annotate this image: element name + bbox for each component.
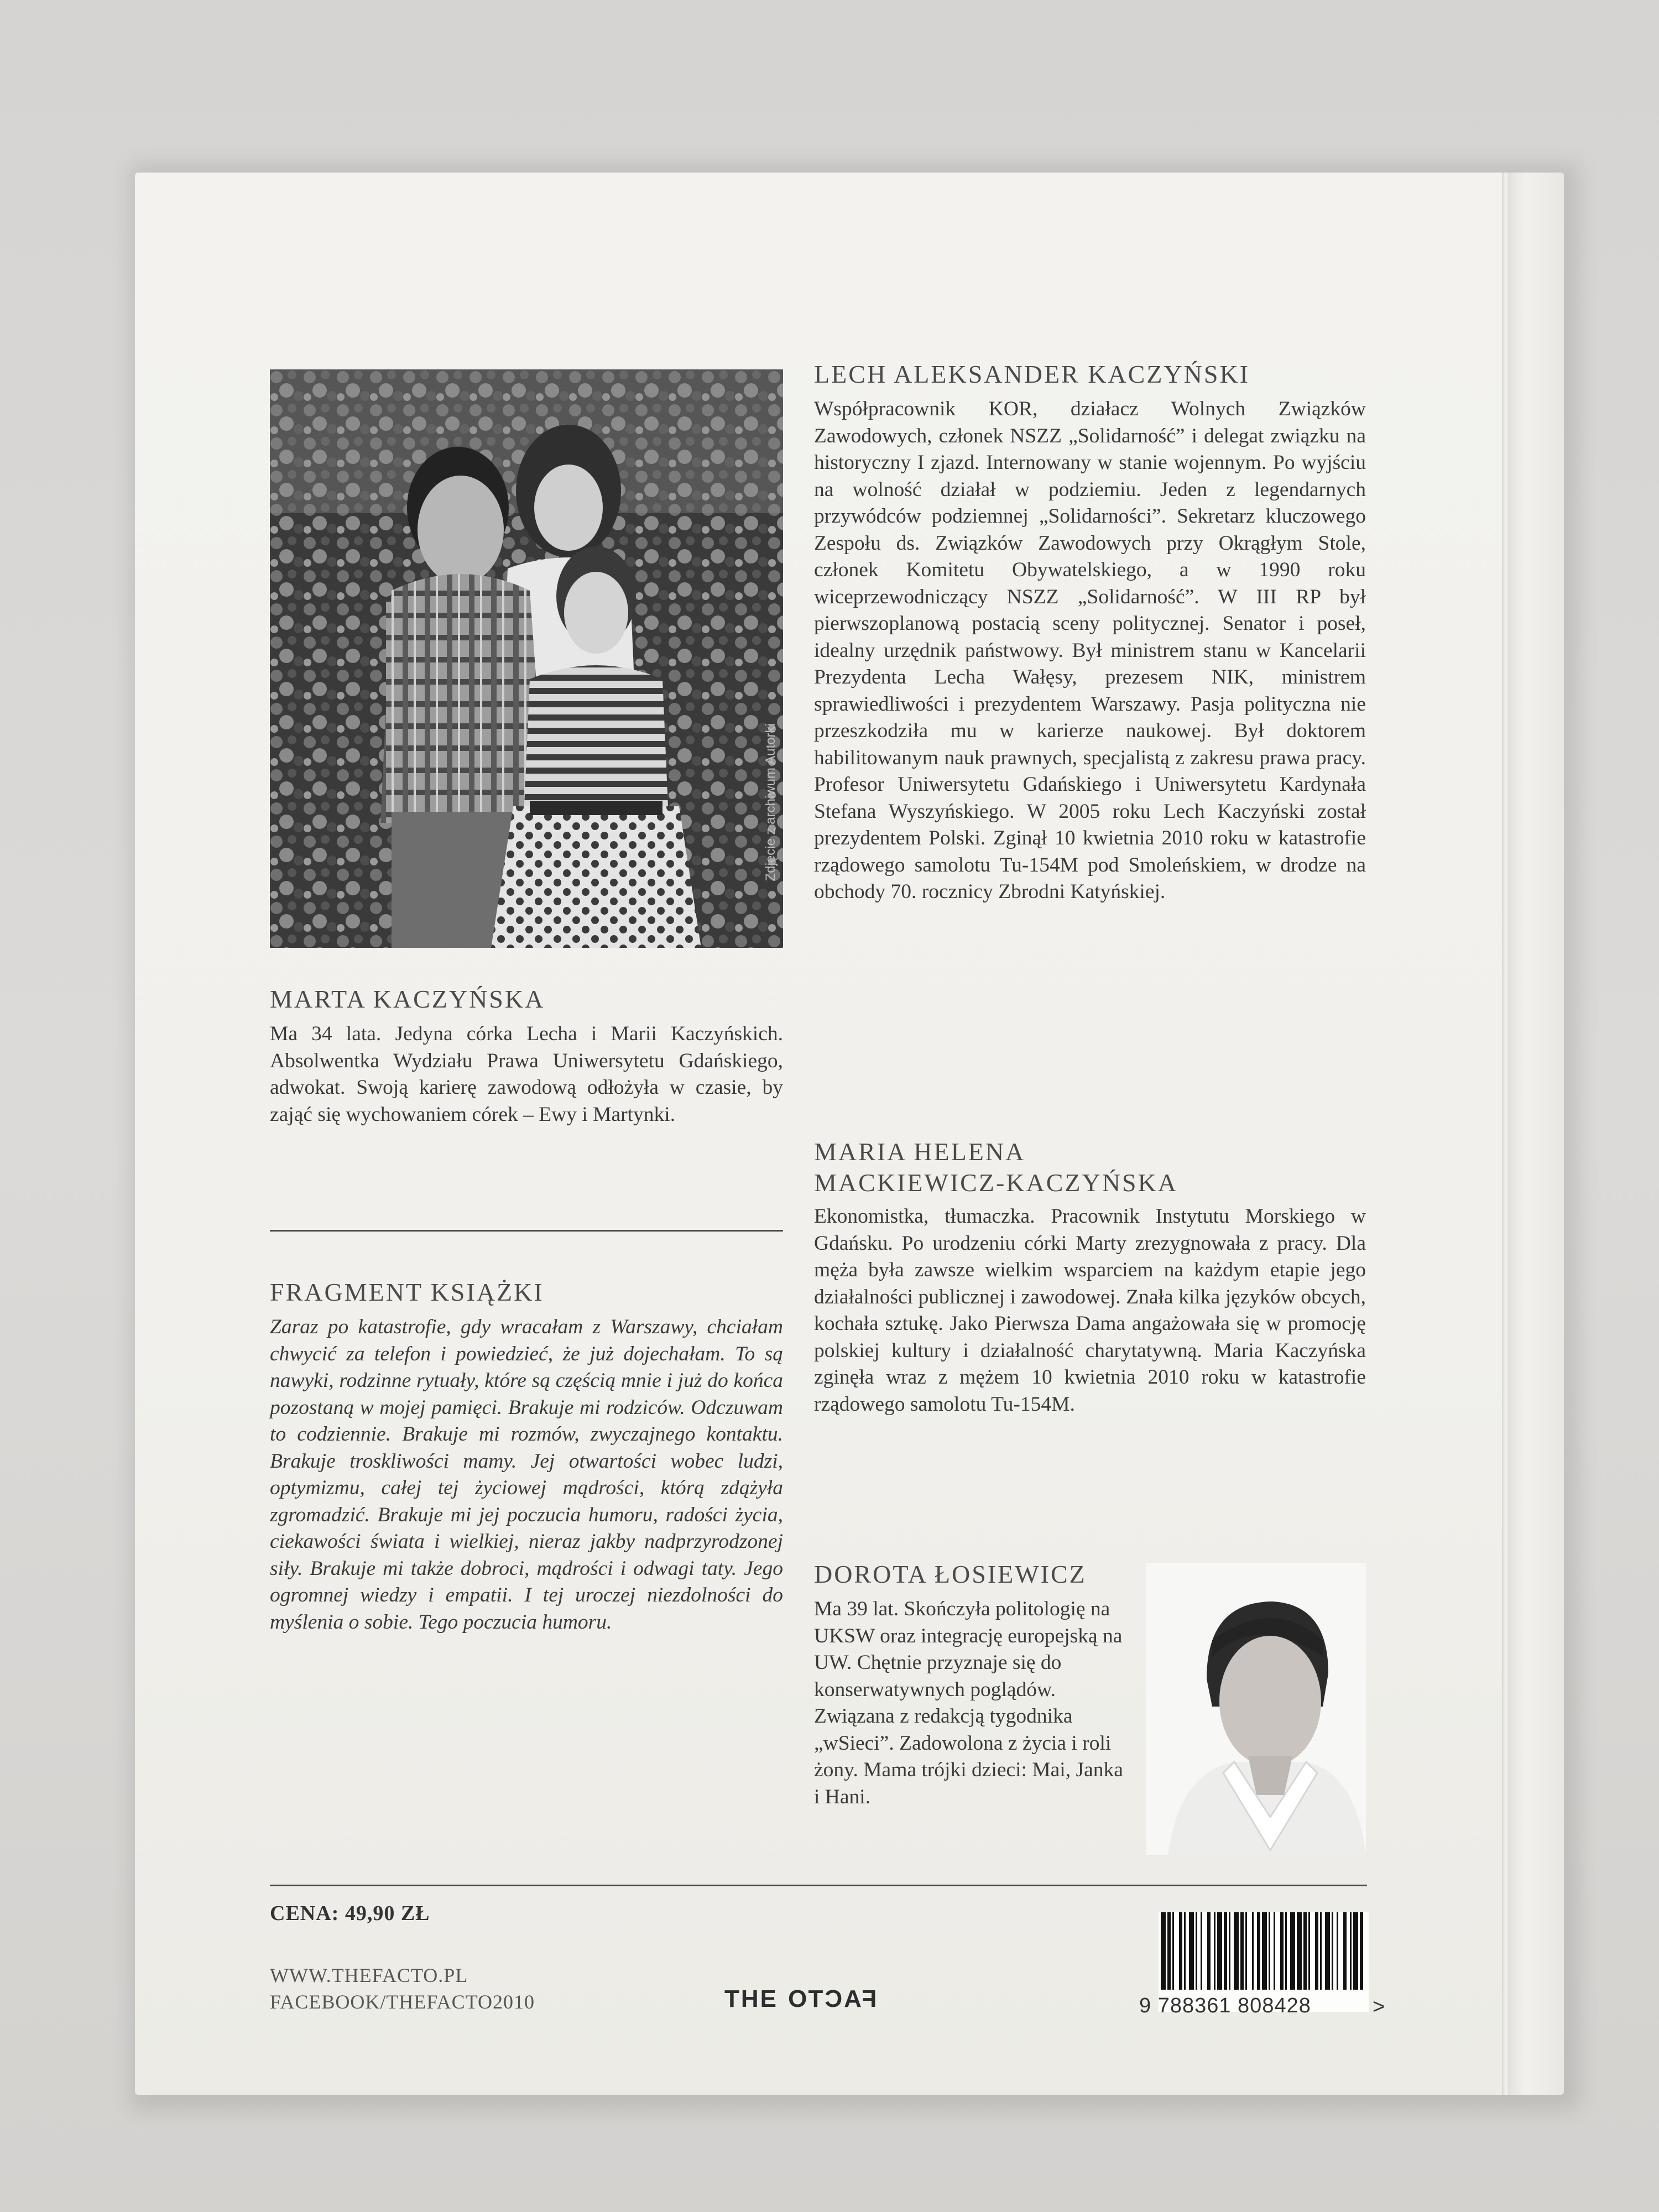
barcode-bar (1297, 1912, 1302, 1990)
isbn-chevron: > (1373, 1995, 1385, 2018)
fragment-text: Zaraz po katastrofie, gdy wracałam z Warszawy, chciałam chwycić za telefon i powiedzieć, że już dojechałam. To są nawyki, rodzinne rytuały, które są częścią mnie i już do końca pozostaną w mojej pamięci. Brakuje mi rodziców. Odczuwam to codziennie. Brakuje mi rozmów, zwyczajnego kontaktu. Brakuje troskliwości mamy. Jej otwartości wobec ludzi, optymizmu, całej tej życiowej mądrości, którą zdążyła zgromadzić. Brakuje mi jej poczucia humoru, radości życia, ciekawości świata i wielkiej, nieraz jakby nadprzyrodzonej siły. Brakuje mi także dobroci, mądrości i odwagi taty. Jego ogromnej wiedzy i empatii. I tej uroczej niezdolności do myślenia o sobie. Tego poczucia humoru. (270, 1316, 783, 1634)
left-divider (270, 1230, 783, 1232)
barcode-bar (1167, 1912, 1171, 1990)
dorota-bio: Ma 39 lat. Skończyła politologię na UKSW oraz integrację europejską na UW. Chętnie przyznaje się do konserwatywnych poglądów. Związana z redakcją tygodnika „wSieci”. Zadowolona z życia i roli żony. Mama trójki dzieci: Mai, Janka i Hani. (814, 1598, 1123, 1808)
barcode-bar (1308, 1912, 1310, 1990)
barcode-bar (1325, 1912, 1330, 1990)
barcode-bar (1252, 1912, 1254, 1990)
marta-heading: MARTA KACZYŃSKA (270, 985, 545, 1013)
barcode-bar (1262, 1912, 1267, 1990)
lech-heading: LECH ALEKSANDER KACZYŃSKI (814, 360, 1250, 388)
barcode-bar (1257, 1912, 1260, 1990)
maria-bio: Ekonomistka, tłumaczka. Pracownik Instytutu Morskiego w Gdańsku. Po urodzeniu córki Marty zrezygnowała z pracy. Dla męża była zawsze wielkim wsparciem na każdym etapie jego działalności publicznej i zawodowej. Znała kilka języków obcych, kochała sztukę. Jako Pierwsza Dama angażowała się w promocję polskiej kultury i działalność charytatywną. Maria Kaczyńska zginęła wraz z mężem 10 kwietnia 2010 roku w katastrofie rządowego samolotu Tu-154M. (814, 1205, 1366, 1416)
book-hinge (1502, 173, 1510, 2095)
barcode-bar (1179, 1912, 1182, 1990)
publisher-name: FACTO (786, 1985, 877, 2012)
barcode-bar (1315, 1912, 1318, 1990)
family-photo (270, 369, 783, 948)
barcode-bar (1280, 1912, 1284, 1990)
barcode-bar (1224, 1912, 1227, 1990)
barcode-bar (1229, 1912, 1230, 1990)
price: CENA: 49,90 ZŁ (270, 1902, 430, 1925)
barcode-bar (1337, 1912, 1338, 1990)
barcode-bars (1159, 1912, 1369, 1990)
barcode-bar (1360, 1912, 1363, 1990)
barcode-bar (1332, 1912, 1333, 1990)
barcode-bar (1303, 1912, 1307, 1990)
barcode-bar (1290, 1912, 1295, 1990)
barcode-bar (1184, 1912, 1186, 1990)
barcode-bar (1172, 1912, 1174, 1990)
photo-credit: Zdjęcie z archiwum Autorki (763, 723, 778, 881)
barcode-bar (1196, 1912, 1197, 1990)
book-spine-edge (1509, 173, 1564, 2095)
maria-heading-line2: MACKIEWICZ-KACZYŃSKA (814, 1168, 1178, 1197)
publisher-links (270, 1962, 535, 2015)
barcode-bar (1245, 1912, 1247, 1990)
publisher-the: THE (724, 1985, 778, 2012)
dorota-heading: DOROTA ŁOSIEWICZ (814, 1560, 1087, 1588)
barcode-bar (1234, 1912, 1239, 1990)
barcode-bar (1269, 1912, 1270, 1990)
author-portrait-image (1146, 1563, 1366, 1855)
barcode-bar (1201, 1912, 1202, 1990)
barcode-bar (1207, 1912, 1211, 1990)
barcode-bar (1274, 1912, 1275, 1990)
isbn-number: 9 788361 808428 (1139, 1994, 1311, 2017)
barcode-bar (1353, 1912, 1358, 1990)
barcode-bar (1285, 1912, 1287, 1990)
barcode-bar (1320, 1912, 1322, 1990)
barcode-bar (1350, 1912, 1352, 1990)
lech-bio: Współpracownik KOR, działacz Wolnych Związków Zawodowych, członek NSZZ „Solidarność” i delegat związku na historyczny I zjazd. Internowany w stanie wojennym. Po wyjściu na wolność działał w podziemiu. Jeden z legendarnych przywódców podziemnej „Solidarności”. Sekretarz kluczowego Zespołu ds. Związków Zawodowych przy Okrągłym Stole, członek Komitetu Obywatelskiego, a w 1990 roku wiceprzewodniczący NSZZ „Solidarność”. W III RP był pierwszoplanową postacią sceny politycznej. Senator i poseł, idealny urzędnik państwowy. Był ministrem stanu w Kancelarii Prezydenta Lecha Wałęsy, prezesem NIK, ministrem sprawiedliwości i prezydentem Warszawy. Pasja polityczna nie przeszkodziła mu w karierze naukowej. Był doktorem habilitowanym nauk prawnych, specjalistą z zakresu prawa pracy. Profesor Uniwersytetu Gdańskiego i Uniwersytetu Kardynała Stefana Wyszyńskiego. W 2005 roku Lech Kaczyński został prezydentem Polski. Zginął 10 kwietnia 2010 roku w katastrofie rządowego samolotu Tu-154M pod Smoleńskiem, w drodze na obchody 70. rocznicy Zbrodni Katyńskiej. (814, 398, 1366, 903)
barcode-bar (1240, 1912, 1244, 1990)
barcode-bar (1214, 1912, 1215, 1990)
barcode-bar (1343, 1912, 1347, 1990)
bottom-divider (270, 1885, 1367, 1886)
facebook-link[interactable]: FACEBOOK/THEFACTO2010 (270, 1991, 535, 2013)
fragment-heading: FRAGMENT KSIĄŻKI (270, 1278, 544, 1306)
maria-heading-line1: MARIA HELENA (814, 1138, 1026, 1166)
barcode-bar (1161, 1912, 1166, 1990)
barcode-bar (1189, 1912, 1194, 1990)
marta-bio: Ma 34 lata. Jedyna córka Lecha i Marii Kaczyńskich. Absolwentka Wydziału Prawa Uniwersytetu Gdańskiego, adwokat. Swoją karierę zawodową odłożyła w czasie, by zająć się wychowaniem córek – Ewy i Martynki. (270, 1022, 783, 1126)
author-portrait (1146, 1563, 1366, 1855)
publisher-logo (724, 1985, 877, 2013)
family-photo-image (270, 369, 783, 948)
barcode-bar (1217, 1912, 1222, 1990)
website-link[interactable]: WWW.THEFACTO.PL (270, 1964, 468, 1986)
